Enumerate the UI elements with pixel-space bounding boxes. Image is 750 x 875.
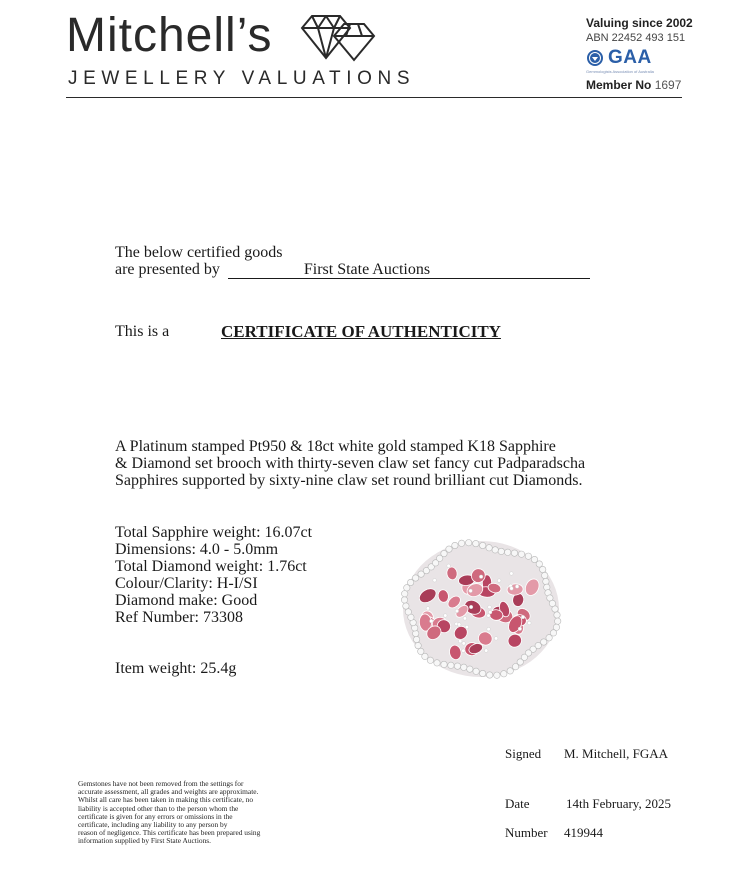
abn-number: ABN 22452 493 151 <box>586 32 686 44</box>
header-credentials <box>586 16 736 92</box>
number-label: Number <box>505 825 548 840</box>
gaa-small-text: Gemmologists Association of Australia <box>586 69 654 74</box>
presented-by-label: are presented by <box>115 261 220 278</box>
diamond-stone <box>457 623 461 627</box>
member-value: 1697 <box>654 78 682 92</box>
certificate-prefix: This is a <box>115 323 170 340</box>
diamond-stone <box>541 639 547 645</box>
diamond-stone <box>466 540 472 546</box>
disclaimer-line: Whilst all care has been taken in making this certificate, no <box>78 795 254 805</box>
diamond-stone <box>488 610 492 614</box>
diamond-stone <box>518 551 524 557</box>
diamond-stone <box>540 566 546 572</box>
signed-label: Signed <box>505 746 542 761</box>
presenter-field <box>228 261 590 279</box>
member-label: Member No <box>586 78 652 92</box>
diamond-stone <box>515 585 519 589</box>
diamond-stone <box>413 636 419 642</box>
diamond-stone <box>555 618 561 624</box>
diamond-stone <box>543 578 549 584</box>
diamond-stone <box>401 597 407 603</box>
diamond-logo-icon <box>300 12 378 62</box>
diamond-stone <box>407 579 413 585</box>
diamond-stone <box>518 627 522 631</box>
gaa-logo <box>586 47 736 69</box>
item-details <box>115 524 312 626</box>
date-value: 14th February, 2025 <box>566 796 671 811</box>
diamond-stone <box>452 542 458 548</box>
diamond-stone <box>467 666 473 672</box>
gaa-logo-text: GAA <box>608 47 652 68</box>
diamond-stone <box>412 575 418 581</box>
number-value: 419944 <box>564 825 603 840</box>
diamond-stone <box>505 549 511 555</box>
diamond-stone <box>458 639 462 643</box>
diamond-stone <box>454 663 460 669</box>
diamond-stone <box>447 564 451 568</box>
diamond-stone <box>554 612 560 618</box>
detail-line: Ref Number: 73308 <box>115 609 243 626</box>
item-weight: Item weight: 25.4g <box>115 660 237 677</box>
disclaimer-note <box>78 780 290 846</box>
diamond-stone <box>525 553 531 559</box>
disclaimer-line: liability is accepted other than to the person whom the <box>78 803 239 813</box>
diamond-stone <box>444 614 448 618</box>
diamond-stone <box>542 572 548 578</box>
diamond-stone <box>546 635 552 641</box>
diamond-stone <box>446 546 452 552</box>
diamond-stone <box>469 589 473 593</box>
disclaimer-line: Gemstones have not been removed from the settings for <box>78 779 244 788</box>
diamond-stone <box>486 545 492 551</box>
disclaimer-line: information supplied by First State Auctions. <box>78 836 212 846</box>
signed-value: M. Mitchell, FGAA <box>564 746 668 761</box>
diamond-stone <box>480 670 486 676</box>
diamond-stone <box>498 548 504 554</box>
diamond-stone <box>507 668 513 674</box>
diamond-stone <box>473 668 479 674</box>
diamond-stone <box>494 637 498 641</box>
certificate-title: CERTIFICATE OF AUTHENTICITY <box>221 322 501 341</box>
diamond-stone <box>463 617 467 621</box>
diamond-stone <box>434 660 440 666</box>
diamond-stone <box>458 540 464 546</box>
diamond-stone <box>430 619 434 623</box>
diamond-stone <box>462 649 466 653</box>
diamond-stone <box>402 591 408 597</box>
intro-line-2 <box>115 261 590 279</box>
description-line: A Platinum stamped Pt950 & 18ct white gold stamped K18 Sapphire <box>115 438 556 455</box>
diamond-stone <box>441 550 447 556</box>
diamond-stone <box>415 642 421 648</box>
diamond-stone <box>501 671 507 677</box>
disclaimer-line: reason of negligence. This certificate has been prepared using <box>78 828 261 838</box>
detail-line: Diamond make: Good <box>115 592 258 609</box>
gaa-emblem-icon <box>586 49 604 67</box>
detail-line: Total Sapphire weight: 16.07ct <box>115 524 313 541</box>
diamond-stone <box>494 672 500 678</box>
diamond-stone <box>487 614 491 618</box>
diamond-stone <box>487 672 493 678</box>
diamond-stone <box>497 579 501 583</box>
diamond-stone <box>521 615 525 619</box>
brooch-photo <box>398 538 564 680</box>
member-number <box>586 78 736 92</box>
diamond-stone <box>511 550 517 556</box>
diamond-stone <box>473 540 479 546</box>
diamond-stone <box>433 579 437 583</box>
diamond-stone <box>487 627 491 631</box>
brand-subtitle: JEWELLERY VALUATIONS <box>68 68 416 89</box>
diamond-stone <box>488 605 492 609</box>
diamond-stone <box>455 609 459 613</box>
disclaimer-line: certificate is given for any errors or omissions in the <box>78 811 233 821</box>
diamond-stone <box>512 664 518 670</box>
diamond-stone <box>426 607 430 611</box>
diamond-stone <box>448 662 454 668</box>
date-label: Date <box>505 796 530 811</box>
diamond-stone <box>465 625 469 629</box>
diamond-stone <box>469 605 473 609</box>
diamond-stone <box>441 661 447 667</box>
intro-block <box>115 244 590 279</box>
diamond-stone <box>462 642 466 646</box>
item-description <box>115 438 585 489</box>
disclaimer-line: certificate, including any liability to any person by <box>78 820 228 830</box>
diamond-stone <box>484 649 488 653</box>
brand-name: Mitchell’s <box>66 9 273 62</box>
header-divider <box>66 97 682 98</box>
detail-line: Colour/Clarity: H-I/SI <box>115 575 258 592</box>
detail-line: Dimensions: 4.0 - 5.0mm <box>115 541 279 558</box>
description-line: Sapphires supported by sixty-nine claw set round brilliant cut Diamonds. <box>115 472 583 489</box>
diamond-stone <box>510 572 514 576</box>
diamond-stone <box>427 657 433 663</box>
diamond-stone <box>528 621 532 625</box>
diamond-stone <box>405 609 411 615</box>
diamond-stone <box>480 542 486 548</box>
presenter-name: First State Auctions <box>303 261 431 278</box>
intro-line-1: The below certified goods <box>115 244 283 261</box>
disclaimer-line: accurate assessment, all grades and weights are approximate. <box>78 787 259 797</box>
diamond-stone <box>510 587 514 591</box>
diamond-stone <box>549 600 555 606</box>
detail-line: Total Diamond weight: 1.76ct <box>115 558 307 575</box>
diamond-stone <box>418 648 424 654</box>
diamond-stone <box>479 575 483 579</box>
diamond-stone <box>413 630 419 636</box>
diamond-stone <box>403 603 409 609</box>
diamond-stone <box>461 664 467 670</box>
description-line: & Diamond set brooch with thirty-seven claw set fancy cut Padparadscha <box>115 455 586 472</box>
diamond-stone <box>492 547 498 553</box>
valuing-since: Valuing since 2002 <box>586 16 693 30</box>
